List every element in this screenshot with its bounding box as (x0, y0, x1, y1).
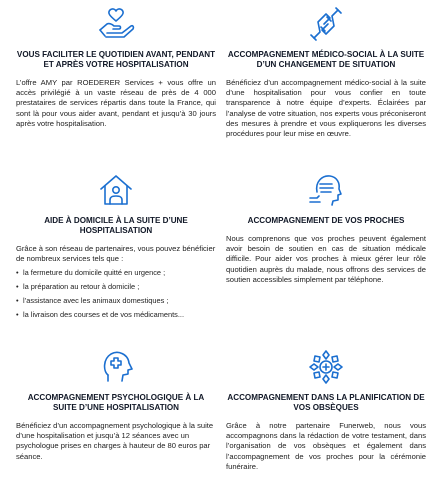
section-text: Bénéficiez d’un accompagnement psychologique à la suite d’une hospitalisation et jusqu’à 12 séances avec un psychologue prises en charges à hauteur de 80 euros par séance. (16, 421, 214, 461)
section-text: Grâce à notre partenaire Funerweb, nous vous accompagnons dans la rédaction de votre testament, dans l’organisation de vos obsèques et également dans l’accompagnement de vos proches pour la cérémonie funéraire. (226, 421, 426, 471)
section-title: ACCOMPAGNEMENT DE VOS PROCHES (247, 216, 405, 225)
list-item: • la préparation au retour à domicile ; (16, 282, 216, 292)
section-aide-domicile (16, 170, 216, 320)
list-item: • la fermeture du domicile quitté en urgence ; (16, 268, 216, 278)
section-title: AIDE À DOMICILE À LA SUITE D’UNE HOSPITALISATION (44, 216, 188, 235)
heart-hands-icon (96, 4, 136, 44)
section-medico-social (226, 4, 426, 139)
section-title: ACCOMPAGNEMENT PSYCHOLOGIQUE À LA SUITE D’UNE HOSPITALISATION (27, 393, 205, 412)
section-quotidien (16, 4, 216, 129)
section-text: Grâce à son réseau de partenaires, vous pouvez bénéficier de nombreux services tels que : (16, 244, 216, 264)
section-proches (226, 170, 426, 285)
section-obseques (226, 347, 426, 472)
psychology-cross-icon (96, 347, 136, 387)
support-head-icon (306, 170, 346, 210)
home-person-icon (96, 170, 136, 210)
section-text: Bénéficiez d’un accompagnement médico-social à la suite d’une hospitalisation pour vous confier en toute transparence à notre équipe d’experts. Éclairées par l’analyse de votre situation, nos experts vous préconiseront des mesures à prendre et vous expliquerons les diverses procédures pour leur mise en œuvre. (226, 78, 426, 139)
funeral-wreath-icon (306, 347, 346, 387)
section-psychologique (16, 347, 216, 462)
handshake-icon (306, 4, 346, 44)
section-text: Nous comprenons que vos proches peuvent également avoir besoin de soutien en cas de situation médicale difficile. Pour aider vos proches à mieux gérer leur rôle quotidien auprès du malade, nous offrons des services de soutien accessibles simplement par téléphone. (226, 234, 426, 284)
list-item: • l’assistance avec les animaux domestiques ; (16, 296, 216, 306)
list-item: • la livraison des courses et de vos médicaments... (16, 310, 216, 320)
section-text: L’offre AMY par ROEDERER Services + vous offre un accès privilégié à un vaste réseau de près de 4 000 prestataires de services répartis dans toute la France, qui sont là pour vous aider avant, pendant et jusqu’à 30 jours après votre hospitalisation. (16, 78, 216, 128)
section-title: VOUS FACILITER LE QUOTIDIEN AVANT, PENDANT ET APRÈS VOTRE HOSPITALISATION (16, 50, 216, 69)
services-list (16, 268, 216, 319)
section-title: ACCOMPAGNEMENT MÉDICO-SOCIAL À LA SUITE D’UN CHANGEMENT DE SITUATION (227, 50, 425, 69)
section-title: ACCOMPAGNEMENT DANS LA PLANIFICATION DE VOS OBSÈQUES (227, 393, 425, 412)
